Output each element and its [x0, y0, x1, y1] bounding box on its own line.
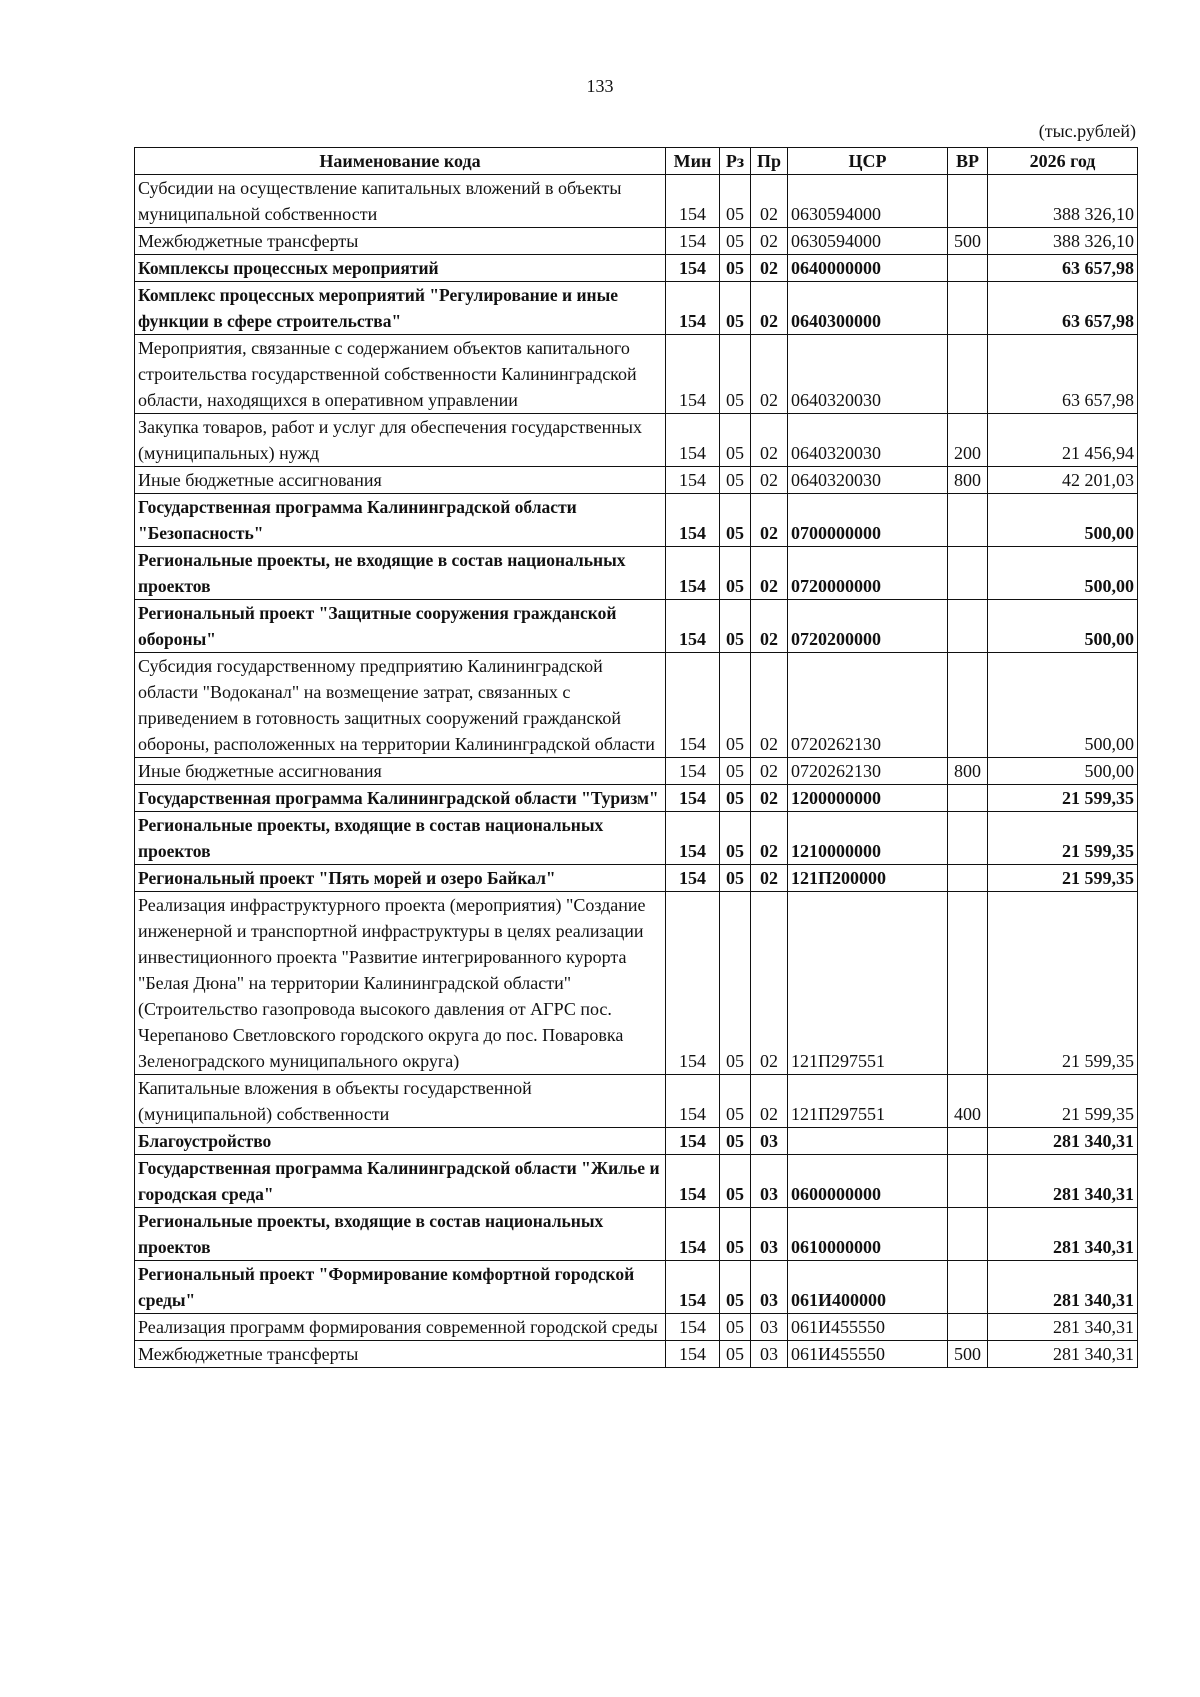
- cell-csr: 0640000000: [788, 255, 948, 282]
- cell-amount: 281 340,31: [988, 1341, 1138, 1368]
- cell-min: 154: [666, 414, 720, 467]
- cell-csr: 0630594000: [788, 175, 948, 228]
- cell-rz: 05: [720, 1208, 751, 1261]
- cell-vr: 500: [948, 1341, 988, 1368]
- table-row: [135, 892, 1138, 1075]
- units-label: (тыс.рублей): [1038, 121, 1136, 141]
- cell-name: Межбюджетные трансферты: [135, 228, 666, 255]
- cell-pr: 03: [751, 1314, 788, 1341]
- cell-min: 154: [666, 1155, 720, 1208]
- table-row: [135, 255, 1138, 282]
- table-row: [135, 1341, 1138, 1368]
- table-row: [135, 1314, 1138, 1341]
- col-header-rz: Рз: [720, 148, 751, 175]
- cell-pr: 03: [751, 1155, 788, 1208]
- cell-csr: 0700000000: [788, 494, 948, 547]
- table-row: [135, 1128, 1138, 1155]
- cell-vr: [948, 1261, 988, 1314]
- cell-amount: 63 657,98: [988, 282, 1138, 335]
- cell-min: 154: [666, 1075, 720, 1128]
- cell-rz: 05: [720, 255, 751, 282]
- cell-csr: 061И400000: [788, 1261, 948, 1314]
- cell-pr: 02: [751, 547, 788, 600]
- table-row: [135, 414, 1138, 467]
- cell-csr: 0720262130: [788, 758, 948, 785]
- cell-rz: 05: [720, 1128, 751, 1155]
- cell-rz: 05: [720, 175, 751, 228]
- table-row: [135, 175, 1138, 228]
- col-header-min: Мин: [666, 148, 720, 175]
- table-row: [135, 547, 1138, 600]
- cell-name: Региональные проекты, входящие в состав национальных проектов: [135, 1208, 666, 1261]
- col-header-pr: Пр: [751, 148, 788, 175]
- cell-name: Иные бюджетные ассигнования: [135, 758, 666, 785]
- cell-name: Субсидии на осуществление капитальных вложений в объекты муниципальной собственности: [135, 175, 666, 228]
- cell-vr: [948, 282, 988, 335]
- cell-csr: 061И455550: [788, 1314, 948, 1341]
- cell-vr: [948, 785, 988, 812]
- cell-csr: 0640300000: [788, 282, 948, 335]
- cell-rz: 05: [720, 812, 751, 865]
- cell-min: 154: [666, 812, 720, 865]
- cell-amount: 281 340,31: [988, 1261, 1138, 1314]
- cell-vr: 500: [948, 228, 988, 255]
- cell-vr: 800: [948, 467, 988, 494]
- cell-min: 154: [666, 653, 720, 758]
- cell-csr: [788, 1128, 948, 1155]
- cell-csr: 1210000000: [788, 812, 948, 865]
- col-header-name: Наименование кода: [135, 148, 666, 175]
- col-header-amount: 2026 год: [988, 148, 1138, 175]
- table-row: [135, 228, 1138, 255]
- cell-min: 154: [666, 892, 720, 1075]
- cell-pr: 03: [751, 1208, 788, 1261]
- table-row: [135, 1261, 1138, 1314]
- cell-rz: 05: [720, 494, 751, 547]
- cell-amount: 500,00: [988, 758, 1138, 785]
- cell-min: 154: [666, 467, 720, 494]
- cell-min: 154: [666, 600, 720, 653]
- cell-amount: 21 599,35: [988, 785, 1138, 812]
- cell-vr: [948, 255, 988, 282]
- cell-min: 154: [666, 785, 720, 812]
- cell-min: 154: [666, 282, 720, 335]
- cell-amount: 21 599,35: [988, 812, 1138, 865]
- cell-csr: 0640320030: [788, 467, 948, 494]
- cell-name: Государственная программа Калининградской области "Безопасность": [135, 494, 666, 547]
- cell-rz: 05: [720, 467, 751, 494]
- cell-name: Региональный проект "Защитные сооружения гражданской обороны": [135, 600, 666, 653]
- cell-rz: 05: [720, 335, 751, 414]
- cell-rz: 05: [720, 228, 751, 255]
- table-row: [135, 1208, 1138, 1261]
- cell-rz: 05: [720, 282, 751, 335]
- cell-rz: 05: [720, 1341, 751, 1368]
- table-row: [135, 1155, 1138, 1208]
- cell-vr: [948, 865, 988, 892]
- cell-pr: 02: [751, 494, 788, 547]
- cell-vr: 200: [948, 414, 988, 467]
- table-row: [135, 494, 1138, 547]
- cell-rz: 05: [720, 1155, 751, 1208]
- cell-pr: 02: [751, 414, 788, 467]
- cell-name: Региональный проект "Формирование комфортной городской среды": [135, 1261, 666, 1314]
- cell-amount: 281 340,31: [988, 1208, 1138, 1261]
- cell-rz: 05: [720, 785, 751, 812]
- cell-vr: [948, 547, 988, 600]
- cell-vr: [948, 600, 988, 653]
- cell-csr: 0600000000: [788, 1155, 948, 1208]
- cell-amount: 21 456,94: [988, 414, 1138, 467]
- cell-pr: 02: [751, 175, 788, 228]
- cell-amount: 63 657,98: [988, 335, 1138, 414]
- cell-min: 154: [666, 1208, 720, 1261]
- cell-pr: 02: [751, 467, 788, 494]
- cell-csr: 0640320030: [788, 335, 948, 414]
- cell-csr: 1200000000: [788, 785, 948, 812]
- cell-amount: 63 657,98: [988, 255, 1138, 282]
- cell-pr: 03: [751, 1128, 788, 1155]
- cell-csr: 061И455550: [788, 1341, 948, 1368]
- cell-amount: 21 599,35: [988, 1075, 1138, 1128]
- header-row: [135, 148, 1138, 175]
- cell-name: Реализация инфраструктурного проекта (мероприятия) "Создание инженерной и транспортной инфраструктуры в целях реализации инвестиционного проекта "Развитие интегрированного курорта "Белая Дюна" на территории Калининградской области" (Строительство газопровода высокого давления от АГРС пос. Черепаново Светловского городского округа до пос. Поваровка Зеленоградского муниципального округа): [135, 892, 666, 1075]
- cell-pr: 02: [751, 228, 788, 255]
- cell-pr: 02: [751, 653, 788, 758]
- cell-min: 154: [666, 1128, 720, 1155]
- cell-vr: [948, 1208, 988, 1261]
- cell-min: 154: [666, 1314, 720, 1341]
- cell-name: Межбюджетные трансферты: [135, 1341, 666, 1368]
- cell-vr: [948, 335, 988, 414]
- cell-amount: 281 340,31: [988, 1314, 1138, 1341]
- cell-rz: 05: [720, 547, 751, 600]
- cell-csr: 121П297551: [788, 1075, 948, 1128]
- cell-amount: 388 326,10: [988, 228, 1138, 255]
- cell-min: 154: [666, 865, 720, 892]
- cell-csr: 0720200000: [788, 600, 948, 653]
- cell-pr: 02: [751, 812, 788, 865]
- cell-vr: [948, 812, 988, 865]
- table-row: [135, 812, 1138, 865]
- cell-rz: 05: [720, 865, 751, 892]
- cell-rz: 05: [720, 1314, 751, 1341]
- cell-rz: 05: [720, 414, 751, 467]
- cell-min: 154: [666, 1341, 720, 1368]
- cell-csr: 121П297551: [788, 892, 948, 1075]
- cell-min: 154: [666, 547, 720, 600]
- cell-name: Капитальные вложения в объекты государственной (муниципальной) собственности: [135, 1075, 666, 1128]
- cell-pr: 02: [751, 600, 788, 653]
- cell-vr: [948, 494, 988, 547]
- cell-name: Государственная программа Калининградской области "Туризм": [135, 785, 666, 812]
- cell-amount: 388 326,10: [988, 175, 1138, 228]
- cell-vr: 400: [948, 1075, 988, 1128]
- cell-amount: 500,00: [988, 494, 1138, 547]
- cell-name: Благоустройство: [135, 1128, 666, 1155]
- cell-name: Иные бюджетные ассигнования: [135, 467, 666, 494]
- table-row: [135, 865, 1138, 892]
- cell-csr: 0720262130: [788, 653, 948, 758]
- cell-pr: 02: [751, 282, 788, 335]
- cell-vr: [948, 1128, 988, 1155]
- cell-name: Субсидия государственному предприятию Калининградской области "Водоканал" на возмещение затрат, связанных с приведением в готовность защитных сооружений гражданской обороны, расположенных на территории Калининградской области: [135, 653, 666, 758]
- table-row: [135, 600, 1138, 653]
- budget-table: [134, 147, 1138, 1368]
- table-body: [135, 175, 1138, 1368]
- cell-amount: 21 599,35: [988, 865, 1138, 892]
- cell-pr: 02: [751, 785, 788, 812]
- cell-amount: 281 340,31: [988, 1128, 1138, 1155]
- cell-min: 154: [666, 228, 720, 255]
- cell-name: Комплекс процессных мероприятий "Регулирование и иные функции в сфере строительства": [135, 282, 666, 335]
- cell-pr: 03: [751, 1341, 788, 1368]
- cell-name: Региональные проекты, входящие в состав национальных проектов: [135, 812, 666, 865]
- cell-vr: [948, 1314, 988, 1341]
- cell-vr: [948, 892, 988, 1075]
- cell-pr: 02: [751, 255, 788, 282]
- col-header-csr: ЦСР: [788, 148, 948, 175]
- cell-min: 154: [666, 758, 720, 785]
- cell-pr: 02: [751, 758, 788, 785]
- cell-name: Региональный проект "Пять морей и озеро Байкал": [135, 865, 666, 892]
- cell-pr: 03: [751, 1261, 788, 1314]
- cell-min: 154: [666, 335, 720, 414]
- cell-pr: 02: [751, 865, 788, 892]
- col-header-vr: ВР: [948, 148, 988, 175]
- table-row: [135, 1075, 1138, 1128]
- cell-vr: [948, 653, 988, 758]
- cell-min: 154: [666, 175, 720, 228]
- cell-min: 154: [666, 494, 720, 547]
- cell-amount: 42 201,03: [988, 467, 1138, 494]
- table-row: [135, 785, 1138, 812]
- cell-rz: 05: [720, 653, 751, 758]
- cell-name: Реализация программ формирования современной городской среды: [135, 1314, 666, 1341]
- cell-rz: 05: [720, 892, 751, 1075]
- cell-csr: 0610000000: [788, 1208, 948, 1261]
- cell-name: Закупка товаров, работ и услуг для обеспечения государственных (муниципальных) нужд: [135, 414, 666, 467]
- cell-vr: [948, 175, 988, 228]
- cell-amount: 500,00: [988, 600, 1138, 653]
- cell-amount: 500,00: [988, 547, 1138, 600]
- cell-min: 154: [666, 1261, 720, 1314]
- cell-csr: 0630594000: [788, 228, 948, 255]
- cell-vr: 800: [948, 758, 988, 785]
- page-number: 133: [586, 76, 614, 96]
- cell-name: Региональные проекты, не входящие в состав национальных проектов: [135, 547, 666, 600]
- cell-amount: 21 599,35: [988, 892, 1138, 1075]
- table-row: [135, 467, 1138, 494]
- cell-csr: 121П200000: [788, 865, 948, 892]
- cell-vr: [948, 1155, 988, 1208]
- cell-rz: 05: [720, 1075, 751, 1128]
- cell-rz: 05: [720, 600, 751, 653]
- cell-amount: 281 340,31: [988, 1155, 1138, 1208]
- table-row: [135, 335, 1138, 414]
- cell-pr: 02: [751, 1075, 788, 1128]
- cell-pr: 02: [751, 892, 788, 1075]
- cell-name: Государственная программа Калининградской области "Жилье и городская среда": [135, 1155, 666, 1208]
- cell-pr: 02: [751, 335, 788, 414]
- cell-min: 154: [666, 255, 720, 282]
- table-row: [135, 653, 1138, 758]
- cell-amount: 500,00: [988, 653, 1138, 758]
- cell-rz: 05: [720, 758, 751, 785]
- cell-name: Комплексы процессных мероприятий: [135, 255, 666, 282]
- cell-name: Мероприятия, связанные с содержанием объектов капитального строительства государственной собственности Калининградской области, находящихся в оперативном управлении: [135, 335, 666, 414]
- cell-csr: 0640320030: [788, 414, 948, 467]
- cell-rz: 05: [720, 1261, 751, 1314]
- table-row: [135, 282, 1138, 335]
- cell-csr: 0720000000: [788, 547, 948, 600]
- table-row: [135, 758, 1138, 785]
